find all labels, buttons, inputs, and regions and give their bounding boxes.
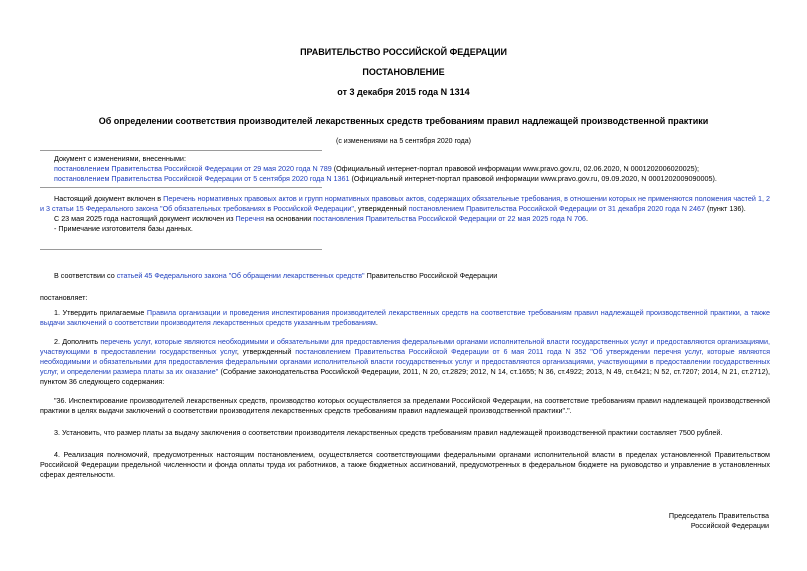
amendment-source-2: (Официальный интернет-портал правовой информации www.pravo.gov.ru, 09.09.2020, N 0001202009090005). [349, 174, 717, 183]
decree-352-link[interactable]: постановлением Правительства Российской Федерации от 6 мая 2011 года N 352 "Об утверждении перечня услуг, которые являются необходимыми и обязательными для предоставления федеральными органами исполнительной власти государственных услуг и предоставляются организациями, участвующими в предоставлении государственных услуг, и определении размера платы за их оказание" [40, 347, 770, 376]
government-heading: ПРАВИТЕЛЬСТВО РОССИЙСКОЙ ФЕДЕРАЦИИ [300, 47, 507, 57]
divider-bottom [40, 249, 322, 250]
note-text: Настоящий документ включен в [54, 194, 164, 203]
item-2-quote: "36. Инспектирование производителей лекарственных средств, производство которых осуществляется за пределами Российской Федерации, на соответствие требованиям правил надлежащей производственной практики в целях выдачи заключений о соответствии производителя лекарственных средств требованиям правил надлежащей производственной практики".". [40, 396, 770, 415]
divider-top [40, 150, 322, 151]
amendment-source-1: (Официальный интернет-портал правовой информации www.pravo.gov.ru, 02.06.2020, N 0001202006020025); [331, 164, 699, 173]
changes-block [40, 154, 770, 184]
services-list-link[interactable]: перечень услуг, которые являются необходимыми и обязательными для предоставления федеральными органами исполнительной власти государственных услуг и предоставляются организациями, участвующими в предоставлении государственных услуг [40, 337, 770, 356]
signature [669, 511, 769, 531]
db-maker-note: - Примечание изготовителя базы данных. [54, 224, 193, 233]
signature-org: Российской Федерации [690, 521, 769, 530]
amendment-link-2[interactable]: постановлением Правительства Российской Федерации от 5 сентября 2020 года N 1361 [54, 174, 350, 183]
document-type: ПОСТАНОВЛЕНИЕ [362, 67, 445, 77]
signature-title: Председатель Правительства [668, 511, 769, 520]
item-3: 3. Установить, что размер платы за выдачу заключения о соответствии производителя лекарственных средств требованиям правил надлежащей производственной практики составляет 7500 рублей. [54, 428, 723, 437]
list-link[interactable]: Перечня [235, 214, 265, 223]
decrees-word: постановляет: [40, 293, 88, 302]
registry-link[interactable]: Перечень нормативных правовых актов и групп нормативных правовых актов, содержащих обязательные требования, в отношении которых не применяются положения частей 1, 2 и 3 статьи 15 Федерального закона "Об обязательных требованиях в Российской Федерации" [40, 194, 770, 213]
decree-2467-link[interactable]: постановлением Правительства Российской Федерации от 31 декабря 2020 года N 2467 [408, 204, 705, 213]
document-title: Об определении соответствия производителей лекарственных средств требованиям правил надлежащей производственной практики [98, 116, 709, 126]
amendment-link-1[interactable]: постановлением Правительства Российской Федерации от 29 мая 2020 года N 789 [54, 164, 332, 173]
changes-intro: Документ с изменениями, внесенными: [54, 154, 186, 163]
database-note: Настоящий документ включен в Перечень нормативных правовых актов и групп нормативных правовых актов, содержащих обязательные требования, в отношении которых не применяются положения частей 1, 2 и 3 статьи 15 Федерального закона "Об обязательных требованиях в Российской Федерации", утвержденный постановлением Правительства Российской Федерации от 31 декабря 2020 года N 2467 (пункт 136). С 23 мая 2025 года настоящий документ исключен из Перечня на основании постановления Правительства Российской Федерации от 22 мая 2025 года N 706. - Примечание изготовителя базы данных. [40, 194, 770, 233]
preamble: В соответствии со статьей 45 Федерального закона "Об обращении лекарственных средств" Правительство Российской Федерации [54, 271, 498, 280]
rules-link[interactable]: Правила организации и проведения инспектирования производителей лекарственных средств на соответствие требованиям правил надлежащей производственной практики, а также выдачи заключений о соответствии производителя лекарственных средств указанным требованиям [40, 308, 770, 327]
decree-706-link[interactable]: постановления Правительства Российской Федерации от 22 мая 2025 года N 706 [313, 214, 586, 223]
item-4: 4. Реализация полномочий, предусмотренных настоящим постановлением, осуществляется соответствующими федеральными органами исполнительной власти в пределах установленной Правительством Российской Федерации предельной численности и фонда оплаты труда их работников, а также бюджетных ассигнований, предусмотренных в федеральном бюджете на руководство и управление в установленных сферах деятельности. [40, 450, 770, 479]
item-1: 1. Утвердить прилагаемые Правила организации и проведения инспектирования производителей лекарственных средств на соответствие требованиям правил надлежащей производственной практики, а также выдачи заключений о соответствии производителя лекарственных средств указанным требованиям. [40, 308, 770, 327]
divider-middle [40, 187, 322, 188]
item-2: 2. Дополнить перечень услуг, которые являются необходимыми и обязательными для предоставления федеральными органами исполнительной власти государственных услуг и предоставляются организациями, участвующими в предоставлении государственных услуг, утвержденный постановлением Правительства Российской Федерации от 6 мая 2011 года N 352 "Об утверждении перечня услуг, которые являются необходимыми и обязательными для предоставления федеральными органами исполнительной власти государственных услуг и предоставляются организациями, участвующими в предоставлении государственных услуг, и определении размера платы за их оказание" (Собрание законодательства Российской Федерации, 2011, N 20, ст.2829; 2012, N 14, ст.1655; N 36, ст.4922; 2013, N 49, ст.6421; N 52, ст.7207; 2014, N 21, ст.2712), пунктом 36 следующего содержания: [40, 337, 771, 386]
document-date: от 3 декабря 2015 года N 1314 [337, 87, 470, 97]
amendment-note: (с изменениями на 5 сентября 2020 года) [336, 138, 471, 145]
law-article-45-link[interactable]: статьей 45 Федерального закона "Об обращении лекарственных средств" [116, 271, 365, 280]
